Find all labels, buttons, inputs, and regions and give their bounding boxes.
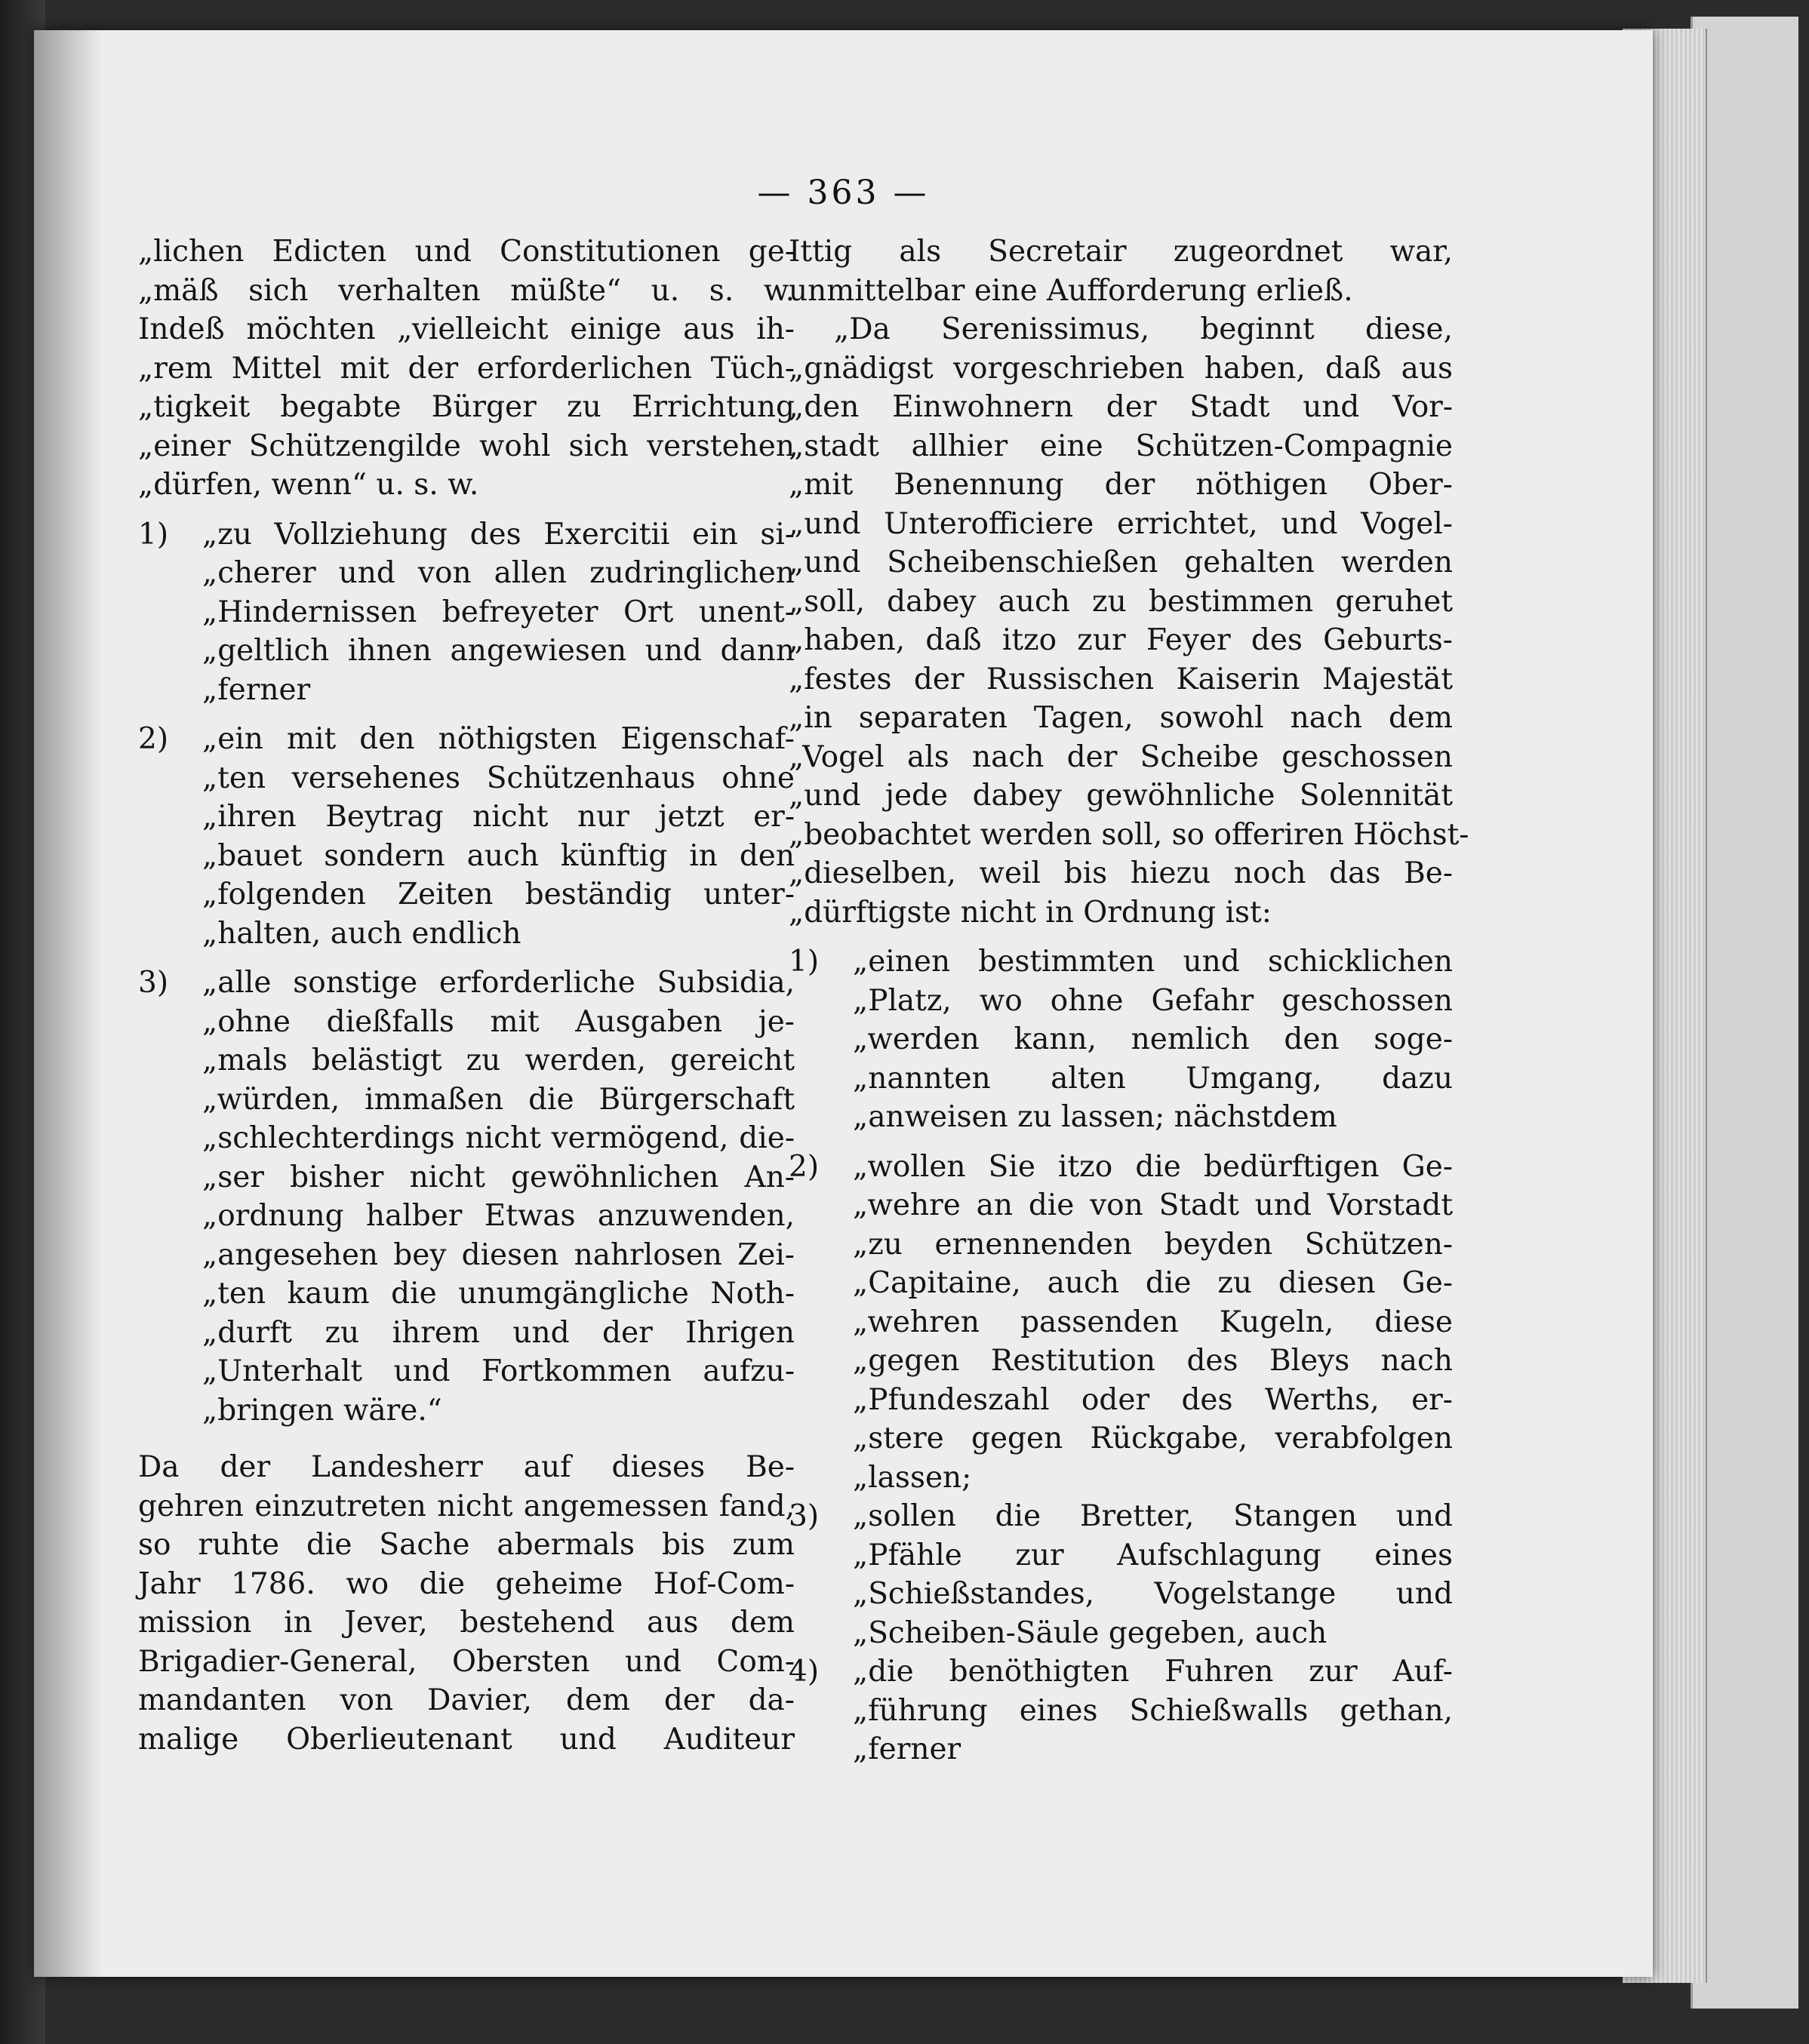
text-line: „schlechterdings nicht vermögend, die- [202, 1121, 795, 1155]
text-line: „und jede dabey gewöhnliche Solennität [789, 779, 1453, 813]
text-line: „wehre an die von Stadt und Vorstadt [853, 1188, 1453, 1222]
text-line: „wollen Sie itzo die bedürftigen Ge- [853, 1149, 1453, 1184]
text-line: „bauet sondern auch künftig in den [202, 838, 795, 873]
text-line: „ferner [202, 672, 311, 707]
text-line: „wehren passenden Kugeln, diese [853, 1305, 1453, 1339]
text-line: „dürfen, wenn“ u. s. w. [138, 468, 479, 502]
text-line: „alle sonstige erforderliche Subsidia, [202, 966, 795, 1000]
text-line: „tigkeit begabte Bürger zu Errichtung [138, 390, 795, 424]
text-line: „ser bisher nicht gewöhnlichen An- [202, 1160, 795, 1194]
text-line: „durft zu ihrem und der Ihrigen [202, 1315, 795, 1350]
text-line: „mit Benennung der nöthigen Ober- [789, 468, 1453, 502]
right-item-2 [789, 1148, 1453, 1498]
text-line: malige Oberlieutenant und Auditeur [138, 1722, 795, 1757]
text-line: „rem Mittel mit der erforderlichen Tüch- [138, 351, 795, 386]
text-line: Brigadier-General, Obersten und Com- [138, 1644, 795, 1679]
left-intro [138, 232, 795, 505]
item-number: 1) [789, 945, 820, 979]
book-page [34, 30, 1653, 1977]
text-line: „und Unterofficiere errichtet, und Vogel- [789, 506, 1453, 541]
text-line: „den Einwohnern der Stadt und Vor- [789, 390, 1453, 424]
text-line: „festes der Russischen Kaiserin Majestät [789, 662, 1453, 696]
text-line: „lassen; [853, 1460, 972, 1495]
left-item-1 [138, 515, 795, 710]
text-line: so ruhte die Sache abermals bis zum [138, 1528, 795, 1562]
text-line: „ohne dießfalls mit Ausgaben je- [202, 1004, 795, 1039]
item-number: 4) [789, 1655, 820, 1689]
text-line: „ten versehenes Schützenhaus ohne [202, 761, 795, 795]
text-line: „in separaten Tagen, sowohl nach dem [789, 701, 1453, 735]
left-item-3 [138, 964, 795, 1430]
text-line: „haben, daß itzo zur Feyer des Geburts- [789, 623, 1453, 657]
text-line: „angesehen bey diesen nahrlosen Zei- [202, 1237, 795, 1272]
text-line: „soll, dabey auch zu bestimmen geruhet [789, 584, 1453, 619]
right-intro [789, 232, 1469, 932]
text-line: „Scheiben-Säule gegeben, auch [853, 1615, 1328, 1650]
text-line: „folgenden Zeiten beständig unter- [202, 878, 795, 911]
text-line: Jahr 1786. wo die geheime Hof-Com- [138, 1566, 795, 1601]
right-item-3 [789, 1497, 1453, 1652]
item-number: 3) [138, 966, 169, 1000]
text-line: „dieselben, weil bis hiezu noch das Be- [789, 856, 1453, 890]
text-line: „ten kaum die unumgängliche Noth- [202, 1277, 795, 1311]
text-line: „ferner [853, 1732, 961, 1766]
text-line: „Pfähle zur Aufschlagung eines [853, 1538, 1453, 1572]
text-line: mandanten von Davier, dem der da- [138, 1683, 795, 1717]
text-line: „ihren Beytrag nicht nur jetzt er- [202, 800, 795, 834]
text-line: „stere gegen Rückgabe, verabfolgen [853, 1422, 1453, 1455]
text-line: „Platz, wo ohne Gefahr geschossen [853, 983, 1453, 1018]
text-line: „Schießstandes, Vogelstange und [853, 1577, 1453, 1611]
text-line: „zu Vollziehung des Exercitii ein si- [202, 517, 795, 552]
item-number: 2) [789, 1149, 820, 1184]
right-item-1 [789, 942, 1453, 1137]
text-line: „einer Schützengilde wohl sich verstehen [138, 429, 795, 463]
text-line: „anweisen zu lassen; nächstdem [853, 1100, 1337, 1134]
text-line: gehren einzutreten nicht angemessen fand, [138, 1489, 795, 1523]
text-line: „führung eines Schießwalls gethan, [853, 1693, 1453, 1728]
text-line: „mäß sich verhalten müßte“ u. s. w. [138, 273, 795, 308]
left-item-2 [138, 720, 795, 953]
text-line: „zu ernennenden beyden Schützen- [853, 1227, 1453, 1262]
right-column [789, 232, 1469, 1769]
text-line: „halten, auch endlich [202, 916, 521, 951]
text-line: „cherer und von allen zudringlichen [202, 556, 795, 590]
text-line: „Da Serenissimus, beginnt diese, [834, 312, 1453, 346]
text-line: „Unterhalt und Fortkommen aufzu- [202, 1354, 795, 1388]
binding-gutter-shadow [34, 30, 102, 1977]
text-line: „ordnung halber Etwas anzuwenden, [202, 1199, 795, 1233]
text-line: „werden kann, nemlich den soge- [853, 1022, 1453, 1056]
text-line: „gegen Restitution des Bleys nach [853, 1344, 1453, 1378]
text-line: „gnädigst vorgeschrieben haben, daß aus [789, 351, 1453, 386]
text-line: Da der Landesherr auf dieses Be- [138, 1450, 795, 1484]
text-line: mission in Jever, bestehend aus dem [138, 1606, 795, 1640]
left-closing-paragraph [138, 1448, 795, 1759]
text-line: „dürftigste nicht in Ordnung ist: [789, 895, 1272, 930]
text-line: „Capitaine, auch die zu diesen Ge- [853, 1266, 1453, 1300]
text-line: „bringen wäre.“ [202, 1393, 442, 1428]
left-column [138, 232, 795, 1759]
text-line: „Hindernissen befreyeter Ort unent- [202, 595, 795, 629]
text-line: „und Scheibenschießen gehalten werden [789, 546, 1453, 579]
text-line: „Pfundeszahl oder des Werths, er- [853, 1382, 1453, 1417]
text-line: „nannten alten Umgang, dazu [853, 1061, 1453, 1096]
text-line: „einen bestimmten und schicklichen [853, 945, 1453, 979]
text-line: „mals belästigt zu werden, gereicht [202, 1044, 795, 1077]
text-line: „beobachtet werden soll, so offeriren Höchst- [789, 817, 1469, 852]
text-line: „sollen die Bretter, Stangen und [853, 1499, 1453, 1533]
text-line: „lichen Edicten und Constitutionen ge- [138, 235, 795, 269]
item-number: 2) [138, 722, 169, 756]
text-line: „stadt allhier eine Schützen-Compagnie [789, 429, 1453, 463]
text-line: „Vogel als nach der Scheibe geschossen [789, 739, 1453, 774]
text-line: unmittelbar eine Aufforderung erließ. [789, 273, 1353, 308]
item-number: 3) [789, 1499, 820, 1533]
text-line: Indeß möchten „vielleicht einige aus ih- [138, 312, 795, 346]
text-line: „ein mit den nöthigsten Eigenschaf- [202, 722, 795, 756]
text-line: „die benöthigten Fuhren zur Auf- [853, 1655, 1453, 1689]
text-line: „geltlich ihnen angewiesen und dann [202, 634, 795, 668]
right-item-4 [789, 1652, 1453, 1769]
page-number-header: — 363 — [757, 174, 930, 212]
text-line: Ittig als Secretair zugeordnet war, [789, 235, 1453, 269]
text-line: „würden, immaßen die Bürgerschaft [202, 1082, 795, 1117]
item-number: 1) [138, 517, 169, 552]
